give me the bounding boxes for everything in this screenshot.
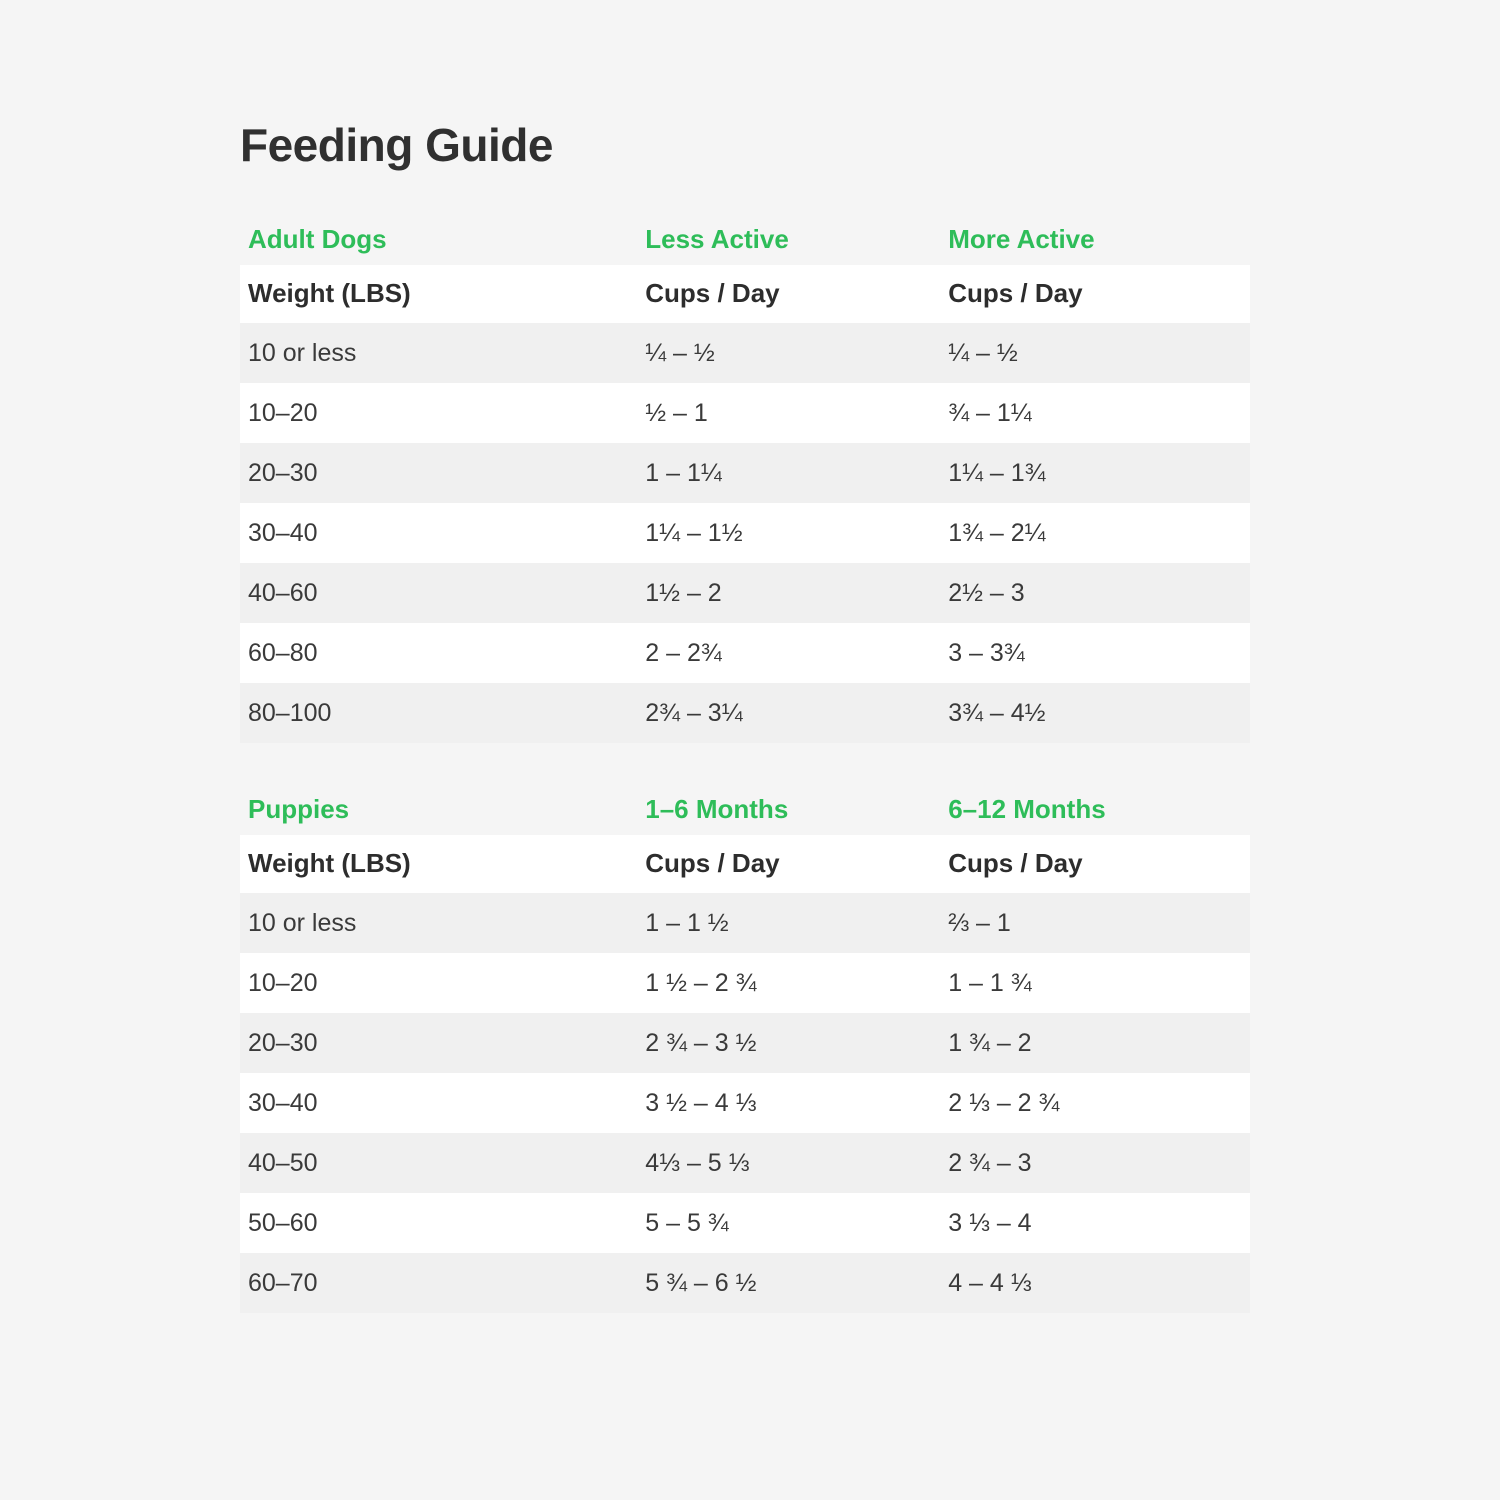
table-row bbox=[240, 1253, 1250, 1313]
cell-weight: 10 or less bbox=[248, 908, 357, 937]
page-title: Feeding Guide bbox=[240, 119, 553, 171]
table-row bbox=[240, 1013, 1250, 1073]
table-row bbox=[240, 323, 1250, 383]
cell-weight: 30–40 bbox=[248, 518, 318, 547]
cell-1-6-months: 2 ¾ – 3 ½ bbox=[645, 1028, 757, 1057]
cell-weight: 60–80 bbox=[248, 638, 318, 667]
table-row bbox=[240, 383, 1250, 443]
cell-1-6-months: 5 – 5 ¾ bbox=[645, 1208, 729, 1237]
cell-6-12-months: 1 ¾ – 2 bbox=[948, 1028, 1032, 1057]
cell-weight: 40–50 bbox=[248, 1148, 318, 1177]
cell-less-active: 1½ – 2 bbox=[645, 578, 722, 607]
header-column-2-label: Less Active bbox=[645, 224, 789, 254]
cell-6-12-months: 1 – 1 ¾ bbox=[948, 968, 1032, 997]
table-puppies bbox=[240, 785, 1250, 1313]
subheader-cups-less-active: Cups / Day bbox=[645, 278, 780, 308]
table-row bbox=[240, 683, 1250, 743]
cell-1-6-months: 4⅓ – 5 ⅓ bbox=[645, 1148, 750, 1177]
table-subheader-row bbox=[240, 835, 1250, 893]
header-group-label: Adult Dogs bbox=[248, 224, 387, 254]
table-row bbox=[240, 1193, 1250, 1253]
cell-weight: 80–100 bbox=[248, 698, 332, 727]
cell-more-active: 2½ – 3 bbox=[948, 578, 1025, 607]
table-row bbox=[240, 443, 1250, 503]
cell-weight: 10 or less bbox=[248, 338, 357, 367]
cell-less-active: 1¼ – 1½ bbox=[645, 518, 743, 547]
cell-weight: 20–30 bbox=[248, 458, 318, 487]
table-adult-dogs bbox=[240, 215, 1250, 743]
header-column-3-label: 6–12 Months bbox=[948, 794, 1106, 824]
cell-6-12-months: 4 – 4 ⅓ bbox=[948, 1268, 1032, 1297]
cell-weight: 20–30 bbox=[248, 1028, 318, 1057]
cell-more-active: ¼ – ½ bbox=[948, 338, 1018, 367]
cell-weight: 10–20 bbox=[248, 398, 318, 427]
cell-1-6-months: 3 ½ – 4 ⅓ bbox=[645, 1088, 757, 1117]
table-subheader-row bbox=[240, 265, 1250, 323]
table-row bbox=[240, 1073, 1250, 1133]
cell-more-active: 3¾ – 4½ bbox=[948, 698, 1046, 727]
subheader-cups-6-12-months: Cups / Day bbox=[948, 848, 1083, 878]
cell-weight: 10–20 bbox=[248, 968, 318, 997]
cell-1-6-months: 1 ½ – 2 ¾ bbox=[645, 968, 757, 997]
table-row bbox=[240, 1133, 1250, 1193]
table-row bbox=[240, 563, 1250, 623]
header-column-2-label: 1–6 Months bbox=[645, 794, 789, 824]
cell-weight: 60–70 bbox=[248, 1268, 318, 1297]
cell-1-6-months: 5 ¾ – 6 ½ bbox=[645, 1268, 757, 1297]
cell-less-active: ½ – 1 bbox=[645, 398, 708, 427]
cell-6-12-months: 3 ⅓ – 4 bbox=[948, 1208, 1032, 1237]
subheader-cups-more-active: Cups / Day bbox=[948, 278, 1083, 308]
cell-less-active: 2¾ – 3¼ bbox=[645, 698, 743, 727]
cell-less-active: 2 – 2¾ bbox=[645, 638, 722, 667]
cell-6-12-months: 2 ⅓ – 2 ¾ bbox=[948, 1088, 1060, 1117]
cell-less-active: 1 – 1¼ bbox=[645, 458, 722, 487]
table-row bbox=[240, 503, 1250, 563]
table-row bbox=[240, 893, 1250, 953]
table-header-green-row bbox=[240, 785, 1250, 835]
cell-weight: 50–60 bbox=[248, 1208, 318, 1237]
table-header-green-row bbox=[240, 215, 1250, 265]
cell-weight: 30–40 bbox=[248, 1088, 318, 1117]
subheader-cups-1-6-months: Cups / Day bbox=[645, 848, 780, 878]
cell-1-6-months: 1 – 1 ½ bbox=[645, 908, 729, 937]
cell-more-active: 1¼ – 1¾ bbox=[948, 458, 1046, 487]
cell-less-active: ¼ – ½ bbox=[645, 338, 715, 367]
table-row bbox=[240, 953, 1250, 1013]
cell-weight: 40–60 bbox=[248, 578, 318, 607]
cell-6-12-months: ⅔ – 1 bbox=[948, 908, 1011, 937]
subheader-weight: Weight (LBS) bbox=[248, 278, 411, 308]
table-row bbox=[240, 623, 1250, 683]
subheader-weight: Weight (LBS) bbox=[248, 848, 411, 878]
header-column-3-label: More Active bbox=[948, 224, 1095, 254]
cell-more-active: ¾ – 1¼ bbox=[948, 398, 1032, 427]
cell-more-active: 3 – 3¾ bbox=[948, 638, 1025, 667]
cell-more-active: 1¾ – 2¼ bbox=[948, 518, 1046, 547]
header-group-label: Puppies bbox=[248, 794, 350, 824]
cell-6-12-months: 2 ¾ – 3 bbox=[948, 1148, 1032, 1177]
